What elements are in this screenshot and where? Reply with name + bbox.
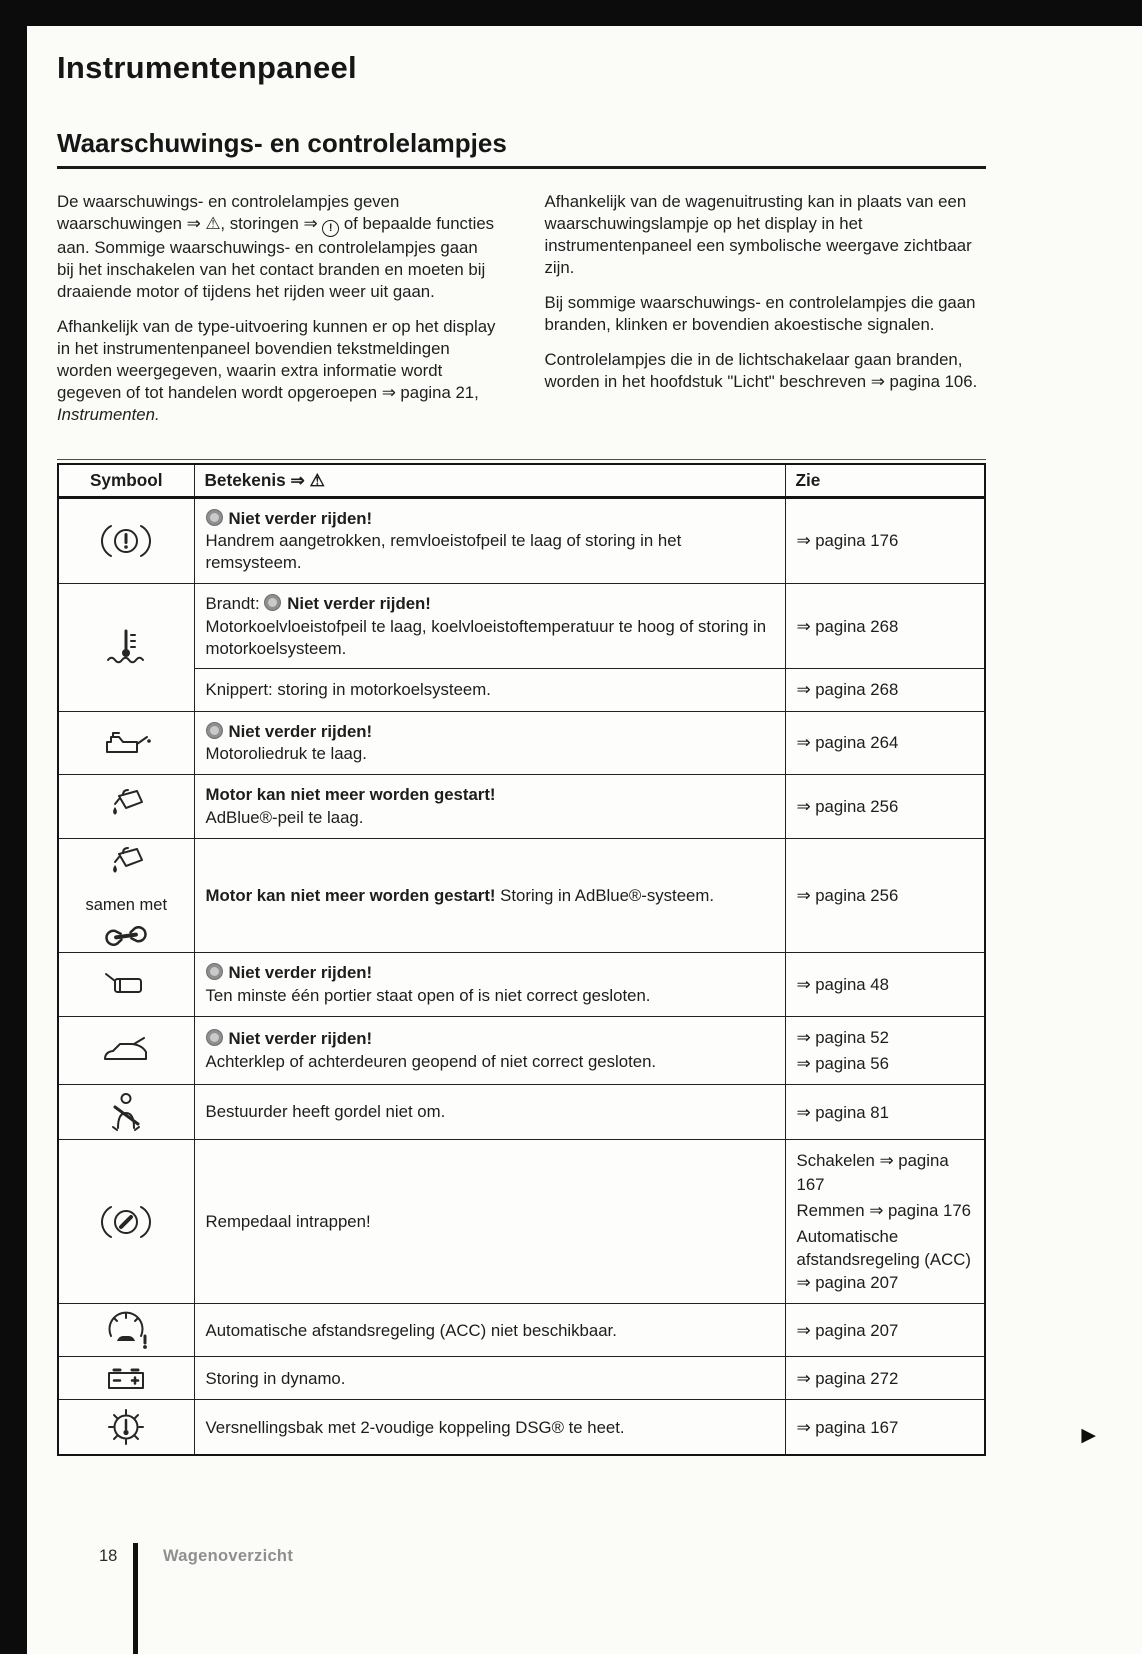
footer-section-label: Wagenoverzicht <box>163 1547 294 1565</box>
wrench-icon <box>102 926 150 946</box>
stop-sign-icon <box>206 509 223 526</box>
table-header-meaning: Betekenis ⇒ ⚠ <box>194 464 785 498</box>
see-cell <box>785 1357 985 1400</box>
meaning-cell <box>194 1357 785 1400</box>
meaning-text: Handrem aangetrokken, remvloeistofpeil te laag of storing in het remsysteem. <box>205 531 682 573</box>
symbol-cell <box>58 1085 194 1140</box>
table-header-see: Zie <box>785 464 985 498</box>
door-open-icon <box>103 970 149 1000</box>
symbol-cell <box>58 497 194 583</box>
intro-text: De waarschuwings- en controlelampjes geven waarschuwingen ⇒ ⚠, storingen ⇒ <box>57 192 400 233</box>
meaning-bold: Niet verder rijden! <box>228 508 373 528</box>
meaning-text: Achterklep of achterdeuren geopend of niet correct gesloten. <box>205 1052 657 1072</box>
see-cell <box>785 711 985 775</box>
symbol-cell <box>58 711 194 775</box>
page-ref: ⇒ pagina 48 <box>796 975 889 995</box>
see-cell <box>785 1085 985 1140</box>
page-ref: ⇒ pagina 272 <box>796 1368 899 1388</box>
table-row <box>58 838 985 952</box>
page-ref: ⇒ pagina 81 <box>796 1102 889 1122</box>
see-cell <box>785 1017 985 1085</box>
symbol-cell <box>58 1357 194 1400</box>
warning-lamps-table-wrap <box>57 459 986 1456</box>
tailgate-open-icon <box>101 1037 151 1065</box>
meaning-bold: Niet verder rijden! <box>228 963 373 983</box>
intro-paragraph: Bij sommige waarschuwings- en controlelampjes die gaan branden, klinken er bovendien akoestische signalen. <box>544 293 976 334</box>
warning-lamps-table <box>57 463 986 1457</box>
intro-columns <box>57 191 986 439</box>
meaning-cell <box>194 1085 785 1140</box>
meaning-text: Knippert: storing in motorkoelsysteem. <box>205 680 491 700</box>
battery-icon <box>103 1363 149 1393</box>
page-number: 18 <box>99 1547 118 1565</box>
page-ref: ⇒ pagina 256 <box>796 797 899 817</box>
table-row <box>58 1400 985 1456</box>
see-cell <box>785 1304 985 1357</box>
see-cell <box>785 669 985 711</box>
adblue-fluid-icon <box>104 787 148 827</box>
meaning-bold: Niet verder rijden! <box>287 593 431 613</box>
meaning-cell <box>194 669 785 711</box>
symbol-cell <box>58 838 194 952</box>
intro-column-right <box>545 191 987 439</box>
table-row <box>58 1085 985 1140</box>
intro-text: Afhankelijk van de type-uitvoering kunnen er op het display in het instrumentenpaneel bovendien tekstmeldingen worden weergegeven, waarin extra informatie wordt gegeven of tot handelen wordt opgeroepen ⇒ pagina 21, <box>57 317 496 402</box>
see-cell <box>785 1140 985 1304</box>
meaning-cell <box>194 1017 785 1085</box>
page-ref: ⇒ pagina 56 <box>796 1054 889 1074</box>
symbol-cell <box>58 775 194 839</box>
meaning-bold: Niet verder rijden! <box>228 1029 373 1049</box>
see-cell <box>785 583 985 668</box>
table-row <box>58 711 985 775</box>
manual-page <box>57 50 986 1456</box>
meaning-text: Automatische afstandsregeling (ACC) niet beschikbaar. <box>205 1320 617 1340</box>
cross-reference-italic: Instrumenten. <box>57 405 160 424</box>
symbol-cell <box>58 1304 194 1357</box>
table-row <box>58 775 985 839</box>
table-row <box>58 669 985 711</box>
meaning-cell <box>194 711 785 775</box>
intro-text: of bepaalde functies aan. Sommige waarschuwings- en controlelampjes gaan bij het inschakelen van het contact branden en moeten bij draaiende motor of tijdens het rijden weer uit gaan. <box>57 214 495 301</box>
meaning-cell <box>194 953 785 1017</box>
continuation-marker: ▶ <box>1081 1425 1096 1446</box>
see-cell <box>785 1400 985 1456</box>
brake-pedal-icon <box>100 1204 152 1240</box>
table-row <box>58 1304 985 1357</box>
section-heading: Waarschuwings- en controlelampjes <box>57 128 986 169</box>
meaning-text: Ten minste één portier staat open of is niet correct gesloten. <box>205 986 651 1006</box>
page-ref: ⇒ pagina 264 <box>796 733 899 753</box>
meaning-text: Motorkoelvloeistofpeil te laag, koelvloeistoftemperatuur te hoog of storing in motorkoelsysteem. <box>205 616 767 658</box>
meaning-text: Versnellingsbak met 2-voudige koppeling DSG® te heet. <box>205 1417 625 1437</box>
meaning-cell <box>194 1304 785 1357</box>
meaning-bold: Niet verder rijden! <box>228 721 373 741</box>
scan-border-left <box>0 0 27 1654</box>
meaning-text: Storing in AdBlue®-systeem. <box>495 885 714 905</box>
engine-oil-pressure-icon <box>99 728 153 758</box>
meaning-bold: Motor kan niet meer worden gestart! <box>205 885 496 905</box>
table-row <box>58 1357 985 1400</box>
meaning-prefix: Brandt: <box>205 593 265 613</box>
symbol-cell <box>58 1140 194 1304</box>
caution-circle-icon: ! <box>322 220 339 237</box>
page-ref: ⇒ pagina 176 <box>796 531 899 551</box>
symbol-cell <box>58 1017 194 1085</box>
intro-paragraph <box>57 191 499 303</box>
stop-sign-icon <box>206 722 223 739</box>
meaning-bold: Motor kan niet meer worden gestart! <box>205 785 496 805</box>
symbol-cell <box>58 953 194 1017</box>
meaning-text: Storing in dynamo. <box>205 1368 346 1388</box>
page-ref: ⇒ pagina 256 <box>796 886 899 906</box>
stop-sign-icon <box>206 1029 223 1046</box>
gearbox-temperature-icon <box>105 1406 147 1448</box>
see-cell <box>785 953 985 1017</box>
page-ref: Remmen ⇒ pagina 176 <box>796 1200 972 1220</box>
meaning-cell <box>194 583 785 668</box>
brake-system-warning-icon <box>100 523 152 559</box>
intro-paragraph: Controlelampjes die in de lichtschakelaar gaan branden, worden in het hoofdstuk "Licht" beschreven ⇒ pagina 106. <box>544 350 978 391</box>
page-ref: Schakelen ⇒ pagina 167 <box>796 1151 949 1194</box>
symbol-cell <box>58 583 194 711</box>
intro-column-left <box>57 191 499 439</box>
see-cell <box>785 497 985 583</box>
stop-sign-icon <box>206 963 223 980</box>
scan-border-top <box>0 0 1142 26</box>
meaning-text: Bestuurder heeft gordel niet om. <box>205 1102 446 1122</box>
page-ref: Automatische afstandsregeling (ACC) ⇒ pagina 207 <box>796 1226 971 1293</box>
page-ref: ⇒ pagina 167 <box>796 1417 899 1437</box>
meaning-cell <box>194 838 785 952</box>
adblue-fluid-icon <box>104 845 148 885</box>
table-header-row <box>58 464 985 498</box>
meaning-cell <box>194 1140 785 1304</box>
page-ref: ⇒ pagina 52 <box>796 1028 889 1048</box>
table-header-symbol: Symbool <box>58 464 194 498</box>
page-ref: ⇒ pagina 207 <box>796 1320 899 1340</box>
table-row <box>58 1017 985 1085</box>
page-title: Instrumentenpaneel <box>57 50 357 85</box>
meaning-text: AdBlue®-peil te laag. <box>205 808 364 828</box>
symbol-caption: samen met <box>85 895 168 914</box>
page-ref: ⇒ pagina 268 <box>796 616 899 636</box>
table-row <box>58 953 985 1017</box>
page-ref: ⇒ pagina 268 <box>796 680 899 700</box>
table-row <box>58 497 985 583</box>
footer-divider-bar <box>133 1543 138 1654</box>
seatbelt-reminder-icon <box>108 1091 144 1133</box>
stop-sign-icon <box>264 594 281 611</box>
see-cell <box>785 838 985 952</box>
meaning-text: Motoroliedruk te laag. <box>205 744 367 764</box>
intro-paragraph: Afhankelijk van de wagenuitrusting kan in plaats van een waarschuwingslampje op het display in het instrumentenpaneel een symbolische weergave zichtbaar zijn. <box>544 192 972 277</box>
meaning-cell <box>194 1400 785 1456</box>
meaning-cell <box>194 775 785 839</box>
meaning-cell <box>194 497 785 583</box>
symbol-cell <box>58 1400 194 1456</box>
see-cell <box>785 775 985 839</box>
intro-paragraph <box>57 316 499 426</box>
table-row <box>58 583 985 668</box>
meaning-text: Rempedaal intrappen! <box>205 1211 371 1231</box>
coolant-temperature-icon <box>102 627 150 667</box>
table-row <box>58 1140 985 1304</box>
acc-warning-icon <box>102 1310 150 1350</box>
